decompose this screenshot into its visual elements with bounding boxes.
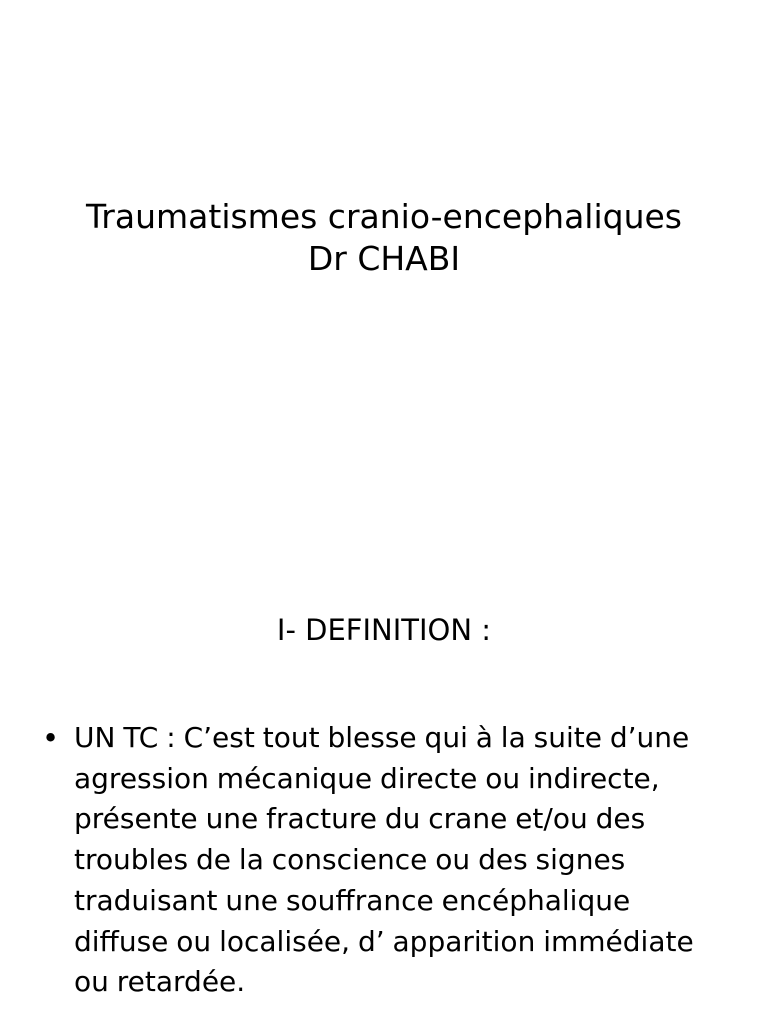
bullet-line: troubles de la conscience ou des signes [74,843,626,877]
bullet-line: UN TC : C’est tout blesse qui à la suite d’une [74,721,690,754]
bullet-line: ou retardée. [74,965,246,999]
bullet-dot-icon: • [42,721,60,755]
slide-author-line: Dr CHABI [307,239,461,278]
slide-title-line: Traumatismes cranio-encephaliques [86,197,682,236]
bullet-line: diffuse ou localisée, d’ apparition immédiate [74,924,694,958]
bullet-text [74,718,740,1003]
bullet-line: traduisant une souffrance encéphalique [74,883,631,917]
bullet-line: présente une fracture du crane et/ou des [74,802,646,836]
bullet-line: agression mécanique directe ou indirecte, [74,761,660,795]
slide-title [0,196,768,280]
bullet-list [40,718,740,1003]
section-heading: I- DEFINITION : [276,613,492,647]
bullet-item [40,718,740,1003]
definition-slide [0,512,768,1024]
